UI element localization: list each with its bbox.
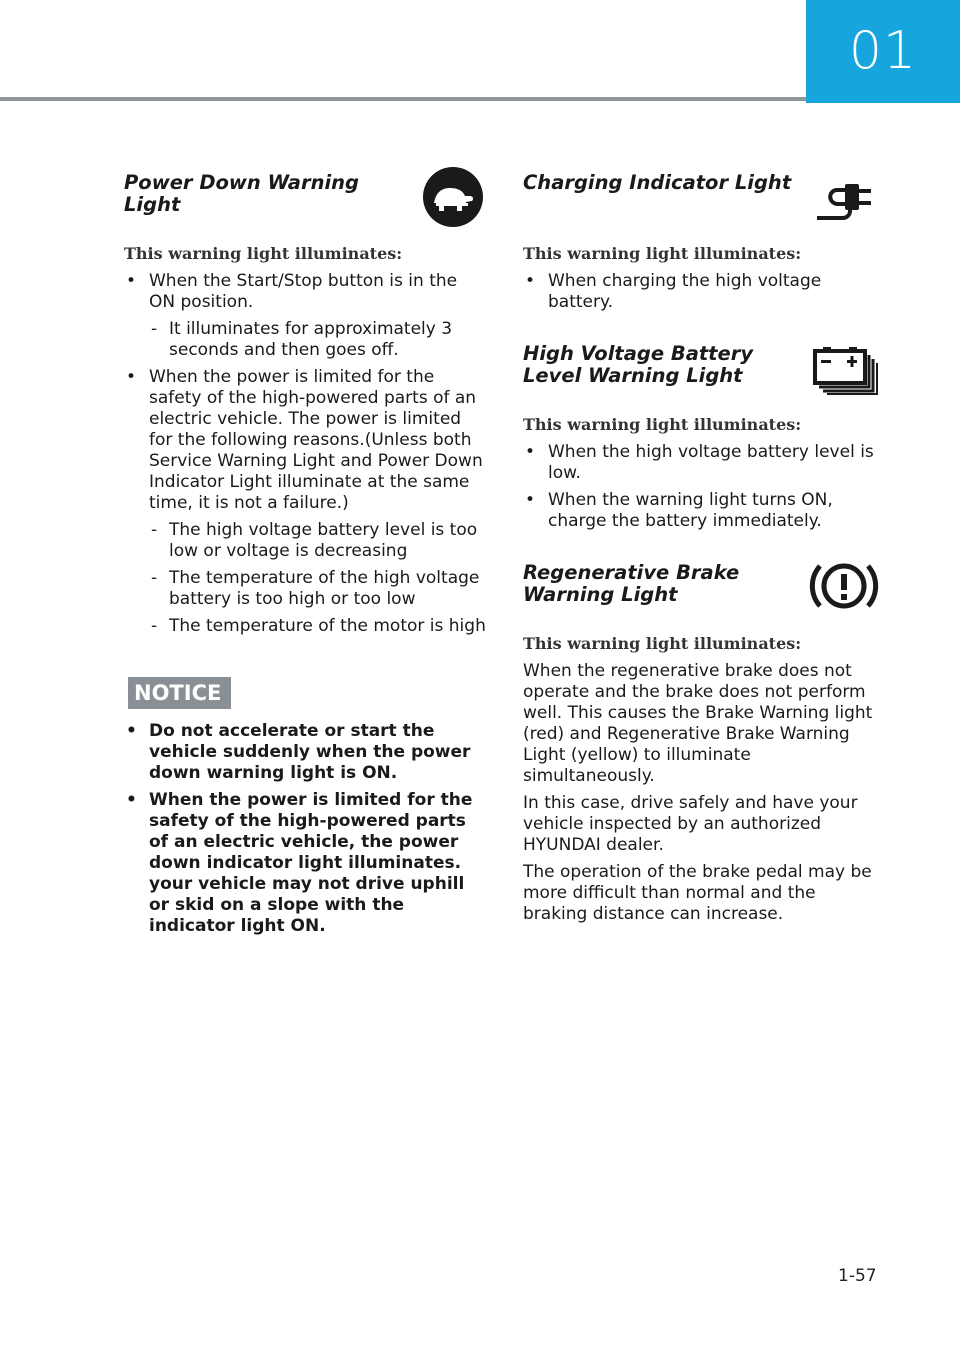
brake-exclamation-icon xyxy=(809,558,879,618)
power-down-heading-row xyxy=(124,160,488,230)
notice-label: NOTICE xyxy=(128,677,231,709)
hv-battery-bullets xyxy=(523,442,883,532)
power-down-title: Power Down Warning Light xyxy=(124,171,359,216)
header-rule xyxy=(0,97,806,101)
charging-section xyxy=(523,160,883,313)
charging-title: Charging Indicator Light xyxy=(523,171,792,194)
regen-brake-paragraph: In this case, drive safely and have your vehicle inspected by an authorized HYUNDAI dealer. xyxy=(523,793,858,855)
power-down-bullets xyxy=(124,271,488,637)
power-down-intro: This warning light illuminates: xyxy=(124,244,403,263)
sub-item: - It illuminates for approximately 3 seconds and then goes off. xyxy=(149,319,488,361)
regen-brake-title: Regenerative Brake Warning Light xyxy=(523,561,740,606)
regen-brake-heading-row xyxy=(523,550,883,620)
notice-item: • When the power is limited for the safety of the high-powered parts of an electric vehicle, the power down indicator light illuminates. your vehicle may not drive uphill or skid on a slope with the indicator light ON. xyxy=(124,790,488,937)
charging-heading-row xyxy=(523,160,883,230)
hv-battery-title: High Voltage Battery Level Warning Light xyxy=(523,342,754,387)
charging-plug-icon xyxy=(815,180,879,232)
power-down-bullet-2-sublist xyxy=(149,520,488,637)
power-down-section xyxy=(124,160,488,637)
hv-battery-bullet: • When the high voltage battery level is low. xyxy=(523,442,883,484)
sub-item: - The high voltage battery level is too low or voltage is decreasing xyxy=(149,520,488,562)
power-down-bullet-1-sublist xyxy=(149,319,488,361)
notice-item: • Do not accelerate or start the vehicle suddenly when the power down warning light is ON. xyxy=(124,721,488,784)
battery-stack-icon xyxy=(813,345,879,399)
hv-battery-bullet: • When the warning light turns ON, charge the battery immediately. xyxy=(523,490,883,532)
power-down-bullet-2 xyxy=(124,367,488,637)
charging-bullet: • When charging the high voltage battery. xyxy=(523,271,883,313)
bullet-text: When the power is limited for the safety of the high-powered parts of an electric vehicle. The power is limited for the following reasons.(Unless both Service Warning Light and Power Down Indicator Light illuminate at the same time, it is not a failure.) xyxy=(149,367,483,513)
sub-item: - The temperature of the motor is high xyxy=(149,616,488,637)
turtle-icon xyxy=(422,166,484,232)
power-down-bullet-1 xyxy=(124,271,488,361)
sub-item: - The temperature of the high voltage battery is too high or too low xyxy=(149,568,488,610)
charging-bullets xyxy=(523,271,883,313)
regen-brake-paragraph: The operation of the brake pedal may be more difficult than normal and the braking distance can increase. xyxy=(523,862,872,924)
notice-section xyxy=(124,655,488,937)
left-column xyxy=(124,160,488,943)
chapter-tab: 01 xyxy=(806,0,960,103)
hv-battery-heading-row xyxy=(523,331,883,401)
hv-battery-intro: This warning light illuminates: xyxy=(523,415,802,434)
charging-intro: This warning light illuminates: xyxy=(523,244,802,263)
right-column xyxy=(523,160,883,943)
bullet-text: When the Start/Stop button is in the ON position. xyxy=(149,271,458,312)
regen-brake-intro: This warning light illuminates: xyxy=(523,634,802,653)
regen-brake-paragraph: When the regenerative brake does not operate and the brake does not perform well. This causes the Brake Warning light (red) and Regenerative Brake Warning Light (yellow) to illuminate simultaneously. xyxy=(523,661,873,786)
hv-battery-section xyxy=(523,331,883,532)
notice-list xyxy=(124,721,488,937)
page-number: 1-57 xyxy=(838,1266,877,1286)
regen-brake-section xyxy=(523,550,883,925)
